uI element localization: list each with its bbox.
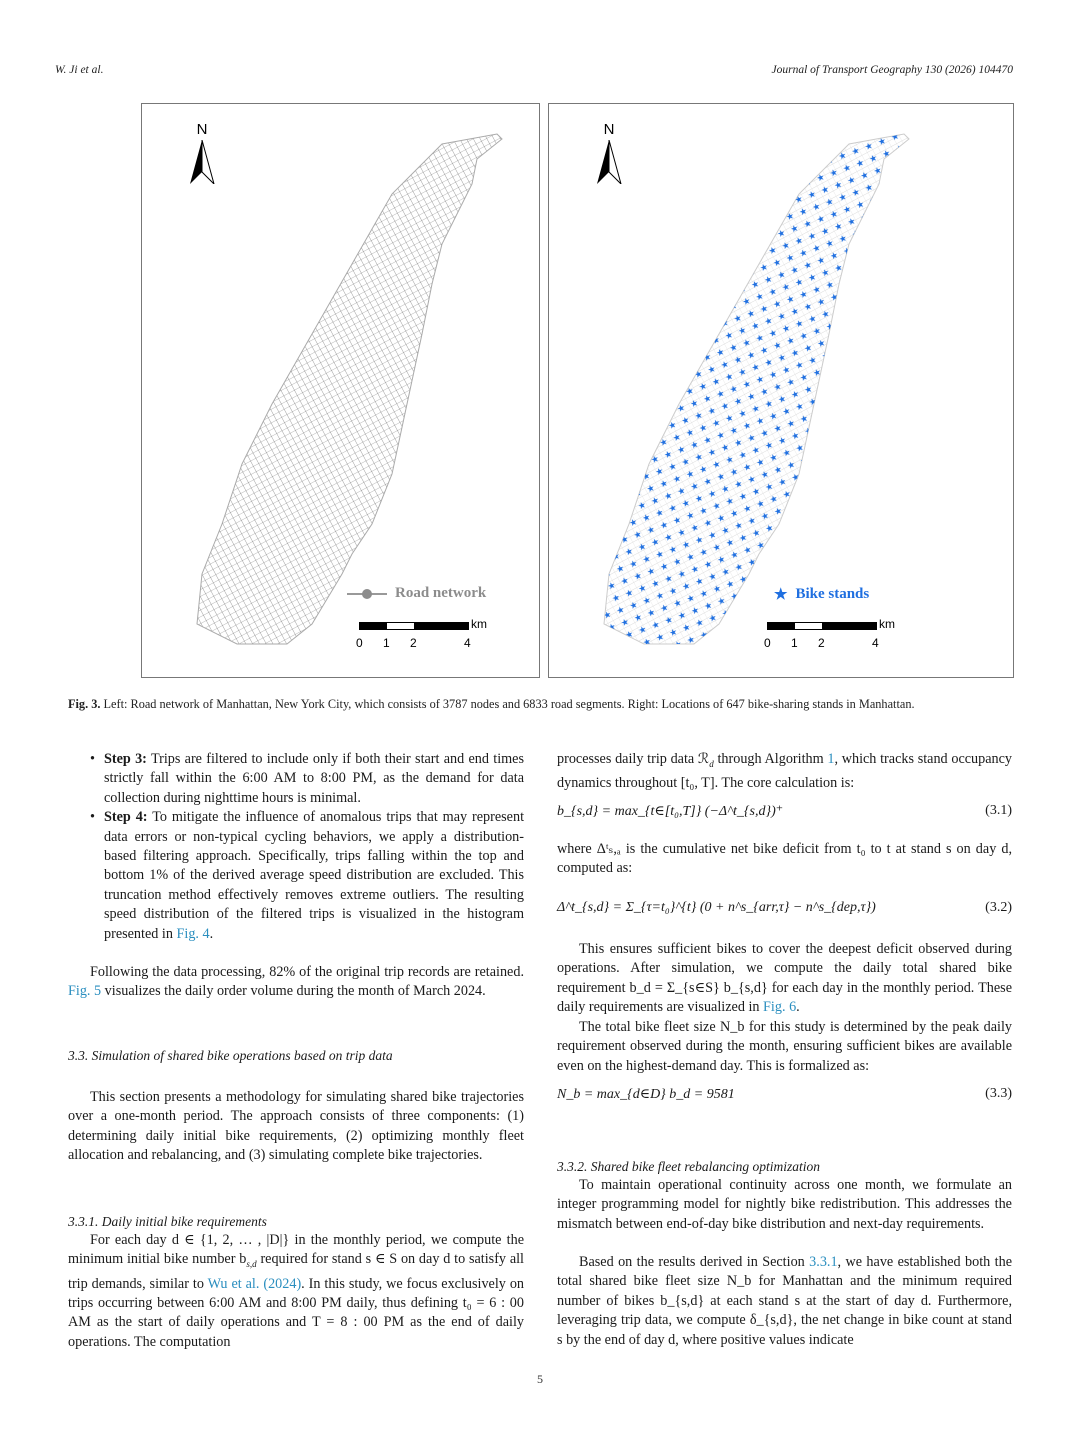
section-heading-3-3-2: 3.3.2. Shared bike fleet rebalancing optimization — [557, 1159, 820, 1174]
step-4-item: • Step 4: To mitigate the influence of anomalous trips that may represent data errors or non-typical cycling behaviors, we apply a distribution-based filtering approach. Specifically, trips falling within the top and bottom 1% of the derived average speed distribution are excluded. This truncation method effectively removes extreme outliers. The resulting speed distribution of the filtered trips is visualized in the histogram presented in Fig. 4. — [90, 808, 524, 944]
scale-unit: km — [879, 617, 895, 631]
text: Following the data processing, 82% of the original trip records are retained. — [90, 964, 524, 980]
left-column — [90, 750, 524, 944]
section-3-3-1-link[interactable]: 3.3.1 — [809, 1254, 838, 1270]
text: This ensures sufficient bikes to cover the deepest deficit observed during operations. After simulation, we compute the daily total shared bike requirement b_d = Σ_{s∈S} b_{s,d} for each day in the monthly period. These daily requirements are visualized in — [557, 941, 1012, 1016]
text: , which tracks stand occupancy dynamics throughout [t₀, T]. The core calculation is: — [557, 751, 1013, 792]
paragraph-results — [557, 1253, 1012, 1350]
equation-3-3: N_b = max_{d∈D} b_d = 9581 — [557, 1087, 735, 1102]
text: processes daily trip data ℛ — [557, 751, 710, 767]
paragraph-daily-total: This ensures sufficient bikes to cover the deepest deficit observed during operations. After simulation, we compute the daily total shared bike requirement b_d = Σ_{s∈S} b_{s,d} for each day in the monthly period. These daily requirements are visualized in Fig. 6. — [557, 941, 1012, 1016]
north-label: N — [196, 121, 208, 138]
running-head-journal: Journal of Transport Geography 130 (2026) 104470 — [771, 64, 1013, 76]
north-arrow — [187, 121, 217, 184]
fig-6-link[interactable]: Fig. 6 — [763, 999, 797, 1016]
scale-bar — [356, 617, 519, 652]
bike-stands-map — [548, 103, 1014, 678]
equation-number: (3.2) — [985, 900, 1012, 915]
legend-label: Bike stands — [795, 586, 870, 602]
text: For each day d ∈ {1, 2, … , |D|} in the monthly period, we compute the minimum initial bike number b — [68, 1232, 524, 1268]
paragraph-fleet-size: The total bike fleet size N_b for this study is determined by the peak daily requirement observed during the month, ensuring sufficient bikes are available even on the highest-demand day. This is formalized as: — [557, 1019, 1012, 1074]
scale-tick: 4 — [464, 636, 471, 650]
step-text: To mitigate the influence of anomalous trips that may represent data errors or non-typical cycling behaviors, we apply a distribution-based filtering approach. Specifically, trips falling within the top and bottom 1% of the derived average speed distribution are excluded. This truncation method effectively removes extreme outliers. The resulting speed distribution of the filtered trips is visualized in the histogram presented in — [104, 809, 525, 942]
wu-et-al-citation-link[interactable]: Wu et al. (2024) — [207, 1275, 302, 1292]
text: . In this study, we focus exclusively on trips occurring between 6:00 AM and 8:00 PM daily, thus defining t₀ = 6 : 00 AM as the start of daily operations and T = 8 : 00 PM as the end of daily operations. The computation — [68, 1275, 525, 1350]
scale-bar — [764, 617, 927, 652]
legend-label: Road network — [395, 585, 487, 601]
page-number: 5 — [537, 1372, 543, 1386]
fig-4-link[interactable]: Fig. 4 — [176, 925, 210, 942]
equation-3-2: Δ^t_{s,d} = Σ_{τ=t₀}^{t} (0 + n^s_{arr,τ} − n^s_{dep,τ}) — [557, 900, 876, 915]
step-label: Step 3: — [104, 751, 147, 767]
north-arrow — [594, 121, 624, 184]
paragraph-methodology: This section presents a methodology for simulating shared bike trajectories over a one-month period. The approach consists of three components: (1) determining daily initial bike requirements, (2) optimizing monthly fleet allocation and rebalancing, and (3) simulating complete bike trajectories. — [68, 1089, 524, 1164]
equation-number: (3.3) — [985, 1086, 1012, 1101]
scale-tick: 2 — [410, 636, 417, 650]
step-text: Trips are filtered to include only if both their start and end times strictly fall within the 6:00 AM to 8:00 PM, as the demand for data collection during nighttime hours is minimal. — [104, 751, 524, 806]
scale-unit: km — [471, 617, 487, 631]
text: , we have established both the total shared bike fleet size N_b for Manhattan and the minimum required number of bikes b_{s,d} at each stand s at the start of day d. Furthermore, leveraging trip data, we compute δ_{s,d}, the net change in bike count at stand s by the end of day d, where positive values indicate — [557, 1254, 1013, 1348]
fig-5-link[interactable]: Fig. 5 — [68, 983, 102, 1000]
figure-caption — [68, 696, 1013, 713]
section-heading-3-3-1: 3.3.1. Daily initial bike requirements — [68, 1214, 267, 1229]
scale-tick: 1 — [383, 636, 390, 650]
paragraph-retained — [68, 963, 524, 1002]
scale-tick: 0 — [356, 636, 363, 650]
scale-tick: 1 — [791, 636, 798, 650]
running-head-authors: W. Ji et al. — [55, 64, 104, 76]
north-arrow-icon — [596, 140, 622, 184]
north-label: N — [603, 121, 615, 138]
step-label: Step 4: — [104, 809, 148, 826]
road-network-map — [141, 103, 540, 678]
paragraph-daily-requirements: For each day d ∈ {1, 2, … , |D|} in the monthly period, we compute the minimum initial bike number $b_{s,d}$ required for stand s ∈ S on day d to satisfy all trip demands, similar to Wu et al. (2024). In this study, we focus exclusively on trips occurring between 6:00 AM and 8:00 PM daily, thus defining t₀ = 6 : 00 AM as the start of daily operations and T = 8 : 00 PM as the end of daily operations. The computation — [68, 1232, 525, 1350]
legend-bike-stands — [774, 585, 869, 604]
road-line-icon — [347, 593, 387, 595]
text: Based on the results derived in Section — [579, 1254, 805, 1270]
paragraph-deficit: where Δᵗₛ,ₐ is the cumulative net bike deficit from t₀ to t at stand s on day d, computed as: — [557, 841, 1012, 877]
star-icon: ★ — [774, 587, 788, 603]
text: through Algorithm — [717, 751, 824, 767]
step-3-item — [90, 750, 524, 808]
text: required for stand s ∈ S on day d to satisfy all trip demands, similar to — [68, 1251, 524, 1292]
algorithm-1-link[interactable]: 1 — [827, 751, 835, 767]
scale-tick: 4 — [872, 636, 879, 650]
legend-road-network — [347, 585, 486, 602]
equation-3-1: b_{s,d} = max_{t∈[t₀,T]} (−Δ^t_{s,d})⁺ — [557, 804, 784, 819]
caption-text: Left: Road network of Manhattan, New York City, which consists of 3787 nodes and 6833 road segments. Right: Locations of 647 bike-sharing stands in Manhattan. — [103, 697, 915, 711]
section-heading-3-3: 3.3. Simulation of shared bike operations based on trip data — [68, 1048, 393, 1063]
scale-tick: 0 — [764, 636, 771, 650]
scale-tick: 2 — [818, 636, 825, 650]
north-arrow-icon — [189, 140, 215, 184]
equation-number: (3.1) — [985, 803, 1012, 818]
text: visualizes the daily order volume during the month of March 2024. — [104, 983, 486, 1000]
paragraph-algorithm: processes daily trip data ℛ$_d$ through Algorithm 1, which tracks stand occupancy dynamics throughout [t₀, T]. The core calculation is: — [557, 751, 1013, 792]
paragraph-rebalancing: To maintain operational continuity across one month, we formulate an integer programming model for nightly bike redistribution. This addresses the mismatch between end-of-day bike distribution and next-day requirements. — [557, 1177, 1012, 1232]
caption-label: Fig. 3. — [68, 697, 101, 711]
